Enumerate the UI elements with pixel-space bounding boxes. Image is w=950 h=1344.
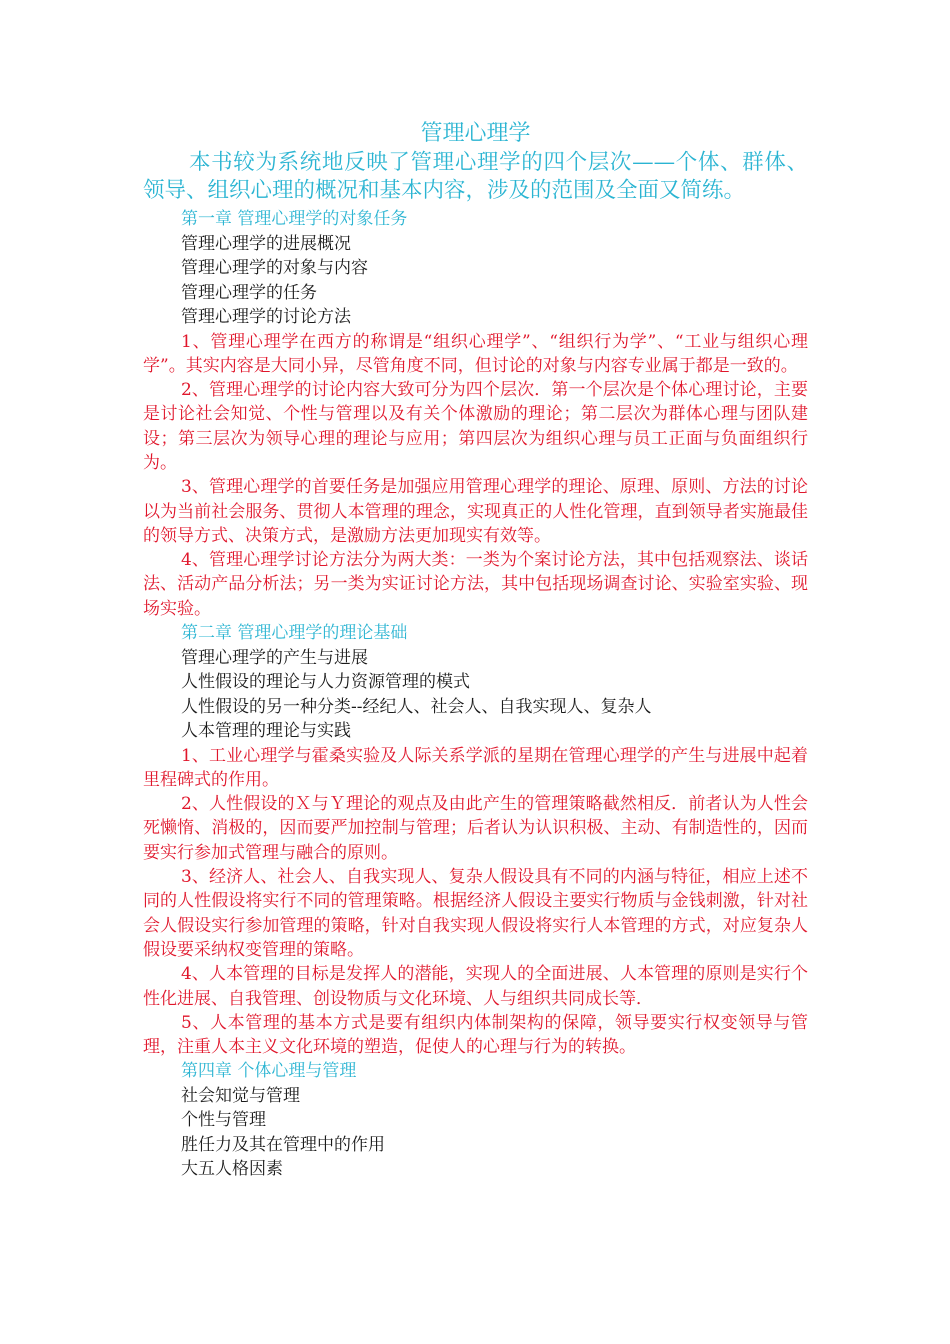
chapter-2-section: 人性假设的另一种分类--经纪人、社会人、自我实现人、复杂人 xyxy=(181,696,652,717)
chapter-4-section: 社会知觉与管理 xyxy=(181,1085,300,1106)
chapter-4-section: 个性与管理 xyxy=(181,1110,266,1131)
chapter-2-paragraph: 2、人性假设的Ｘ与Ｙ理论的观点及由此产生的管理策略截然相反．前者认为人性会死懒惰、消极的，因而要严加控制与管理；后者认为认识积极、主动、有制造性的，因而要实行参加式管理与融合的原则。 xyxy=(143,794,808,863)
chapter-2-paragraph: 4、人本管理的目标是发挥人的潜能，实现人的全面进展、人本管理的原则是实行个性化进展、自我管理、创设物质与文化环境、人与组织共同成长等． xyxy=(143,964,808,1009)
chapter-4-heading: 第四章 个体心理与管理 xyxy=(181,1061,357,1082)
chapter-4-section: 胜任力及其在管理中的作用 xyxy=(181,1134,385,1155)
chapter-1-paragraph: 2、管理心理学的讨论内容大致可分为四个层次．第一个层次是个体心理讨论，主要是讨论社会知觉、个性与管理以及有关个体激励的理论；第二层次为群体心理与团队建设；第三层次为领导心理的理论与应用；第四层次为组织心理与员工正面与负面组织行为。 xyxy=(143,380,808,473)
chapter-1-section: 管理心理学的进展概况 xyxy=(181,233,351,254)
chapter-2-section: 人本管理的理论与实践 xyxy=(181,721,351,742)
chapter-2-section: 管理心理学的产生与进展 xyxy=(181,647,368,668)
chapter-1-section: 管理心理学的对象与内容 xyxy=(181,258,368,278)
chapter-2-paragraph: 5、人本管理的基本方式是要有组织内体制架构的保障，领导要实行权变领导与管理，注重人本主义文化环境的塑造，促使人的心理与行为的转换。 xyxy=(143,1012,808,1058)
chapter-2-paragraph: 1、工业心理学与霍桑实验及人际关系学派的星期在管理心理学的产生与进展中起着里程碑式的作用。 xyxy=(143,745,808,790)
chapter-4-section: 大五人格因素 xyxy=(181,1159,283,1180)
chapter-2-heading: 第二章 管理心理学的理论基础 xyxy=(181,623,408,644)
document-content xyxy=(143,119,808,1182)
chapter-2-section: 人性假设的理论与人力资源管理的模式 xyxy=(181,672,470,693)
chapter-1-paragraph: 3、管理心理学的首要任务是加强应用管理心理学的理论、原理、原则、方法的讨论以为当前社会服务、贯彻人本管理的理念，实现真正的人性化管理，直到领导者实施最佳的领导方式、决策方式，是激励方法更加现实有效等。 xyxy=(143,477,808,546)
chapter-1-section: 管理心理学的讨论方法 xyxy=(181,307,351,327)
chapter-1-heading: 第一章 管理心理学的对象任务 xyxy=(181,209,408,229)
chapter-2-paragraph: 3、经济人、社会人、自我实现人、复杂人假设具有不同的内涵与特征，相应上述不同的人性假设将实行不同的管理策略。根据经济人假设主要实行物质与金钱刺激，针对社会人假设实行参加管理的策略，针对自我实现人假设将实行人本管理的方式，对应复杂人假设要采纳权变管理的策略。 xyxy=(143,867,808,960)
document-title: 管理心理学 xyxy=(420,121,531,146)
chapter-1-paragraph: 1、管理心理学在西方的称谓是“组织心理学”、“组织行为学”、“工业与组织心理学”。其实内容是大同小异，尽管角度不同，但讨论的对象与内容专业属于都是一致的。 xyxy=(143,331,808,376)
intro-paragraph: 本书较为系统地反映了管理心理学的四个层次——个体、群体、领导、组织心理的概况和基本内容，涉及的范围及全面又简练。 xyxy=(143,150,808,203)
chapter-1-paragraph: 4、管理心理学讨论方法分为两大类：一类为个案讨论方法，其中包括观察法、谈话法、活动产品分析法；另一类为实证讨论方法，其中包括现场调查讨论、实验室实验、现场实验。 xyxy=(143,550,808,619)
chapter-1-section: 管理心理学的任务 xyxy=(181,282,317,303)
